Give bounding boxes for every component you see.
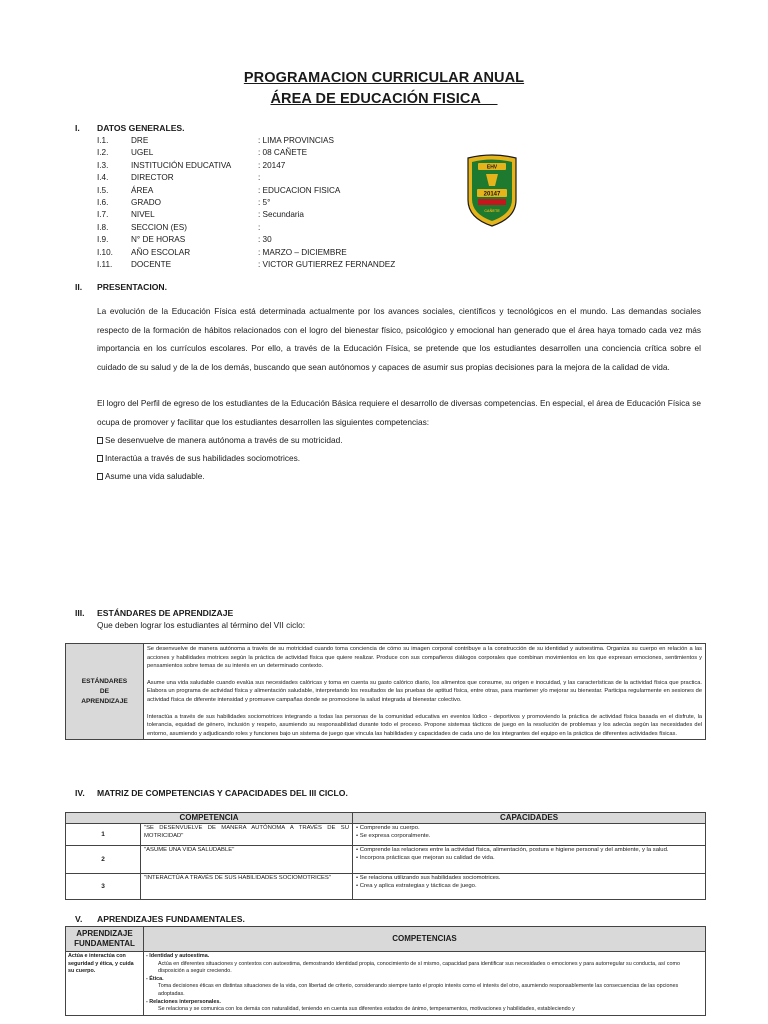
row-number: I.1. bbox=[97, 136, 109, 145]
document-title: PROGRAMACION CURRICULAR ANUAL bbox=[243, 70, 525, 86]
field-value: : 5° bbox=[258, 198, 271, 207]
row-number: I.3. bbox=[97, 160, 109, 170]
capacidades-cell: • Comprende las relaciones entre la actividad física, alimentación, postura e higiene personal y del ambiente, y la salud. • Incorpora prácticas que mejoran su calidad de vida. bbox=[353, 846, 706, 874]
row-number: 1 bbox=[66, 824, 141, 846]
presentacion-paragraph-2: El logro del Perfil de egreso de los estudiantes de la Educación Básica requiere el desarrollo de diversas competencias. En especial, el área de Educación Física se ocupa de promover y facilitar que los estudiantes desarrollen las siguientes competencias: bbox=[97, 398, 701, 427]
matriz-header-row bbox=[66, 813, 706, 824]
capacidades-cell: • Comprende su cuerpo. • Se expresa corporalmente. bbox=[353, 824, 706, 846]
estandar-paragraph: Se desenvuelve de manera autónoma a través de su motricidad cuando toma conciencia de cómo su imagen corporal contribuye a la construcción de su identidad y autoestima. Organiza su cuerpo en relación a las acciones y habilidades motrices según la práctica de actividad física que quiere realizar. Produce con sus compañeros diálogos corporales que combinan movimientos en los que expresan emociones, sentimientos y pensamientos sobre temas de su interés en un determinado contexto. bbox=[147, 646, 702, 670]
competency-bullet: Asume una vida saludable. bbox=[97, 471, 205, 481]
section-presentacion-heading: II. PRESENTACION. bbox=[75, 282, 168, 292]
row-number: 2 bbox=[66, 846, 141, 874]
school-logo bbox=[464, 152, 520, 228]
checkbox-icon bbox=[97, 455, 103, 462]
table-row bbox=[66, 846, 706, 874]
field-value: : bbox=[258, 222, 261, 232]
row-number: I.11. bbox=[97, 260, 113, 269]
row-number: I.8. bbox=[97, 222, 109, 232]
competencia-cell: "ASUME UNA VIDA SALUDABLE" bbox=[141, 846, 353, 874]
section-estandares-heading: III. ESTÁNDARES DE APRENDIZAJE bbox=[75, 608, 234, 618]
field-label: ÁREA bbox=[131, 185, 154, 195]
estandares-subheading: Que deben lograr los estudiantes al término del VII ciclo: bbox=[97, 620, 305, 630]
field-value: : 30 bbox=[258, 235, 272, 245]
logo-number-text: 20147 bbox=[483, 191, 501, 198]
competency-bullet: Se desenvuelve de manera autónoma a través de su motricidad. bbox=[97, 435, 343, 445]
row-number: 3 bbox=[66, 874, 141, 900]
aprendizajes-table bbox=[65, 926, 706, 1016]
table-row bbox=[66, 824, 706, 846]
row-number: I.5. bbox=[97, 185, 109, 195]
competency-bullet: Interactúa a través de sus habilidades sociomotrices. bbox=[97, 453, 300, 463]
competencia-cell: "SE DESENVUELVE DE MANERA AUTÓNOMA A TRAVÉS DE SU MOTRICIDAD" bbox=[141, 824, 353, 846]
aprendizajes-header-row bbox=[66, 927, 706, 952]
list-item: - Relaciones interpersonales. Se relaciona y se comunica con los demás con naturalidad, teniendo en cuenta sus diferentes estados de ánimo, temperamentos, motivaciones y habilidades, estableciendo y bbox=[146, 998, 575, 1013]
field-label: DIRECTOR bbox=[131, 173, 174, 183]
list-item: - Identidad y autoestima. Actúa en diferentes situaciones y contextos con autoestima, demostrando identidad propia, conocimiento de sí mismo, capacidad para identificar sus necesidades o emociones y para autorregular su conducta, así como disposición a seguir creciendo. bbox=[146, 953, 680, 975]
row-number: I.10. bbox=[97, 247, 113, 257]
field-value: : 08 CAÑETE bbox=[258, 148, 308, 158]
col-capacidades-header: CAPACIDADES bbox=[353, 813, 706, 824]
table-row bbox=[66, 952, 706, 1016]
field-value: : LIMA PROVINCIAS bbox=[258, 136, 334, 145]
field-label: DRE bbox=[131, 136, 149, 145]
estandares-table bbox=[65, 643, 706, 740]
row-number: I.2. bbox=[97, 148, 109, 158]
logo-top-text: EHV bbox=[486, 164, 498, 171]
field-value: : Secundaria bbox=[258, 210, 304, 220]
field-value: : MARZO – DICIEMBRE bbox=[258, 247, 347, 257]
competencias-cell bbox=[144, 952, 706, 1016]
section-datos-generales-heading: I. DATOS GENERALES. bbox=[75, 123, 185, 133]
presentacion-paragraph-1: La evolución de la Educación Física está determinada actualmente por los avances sociales, científicos y tecnológicos en el mundo. Las demandas sociales respecto de la formación de hábitos relacionados con el logro del bienestar físico, psicológico y emocional han generado que el área haya tomado cada vez más importancia en los currículos escolares. Por ello, a través de la Educación Física, se pretende que los estudiantes desarrollen una conciencia crítica sobre el cuidado de su salud y de la de los demás, buscando que sean autónomos y capaces de asumir sus propias decisiones para la mejora de la calidad de vida. bbox=[97, 306, 701, 372]
estandar-paragraph: Interactúa a través de sus habilidades sociomotrices integrando a todas las personas de la comunidad educativa en eventos lúdico - deportivos y promoviendo la práctica de actividad física basada en el disfrute, la tolerancia, equidad de género, inclusión y respeto, asumiendo su responsabilidad durante todo el proceso. Propone sistemas tácticos de juego en la resolución de problemas y los adecúa según las necesidades del entorno, asumiendo y adjudicando roles y funciones bajo un sistema de juego que vincula las habilidades y capacidades de cada uno de los integrantes del equipo en la práctica de diferentes actividades físicas. bbox=[147, 713, 702, 737]
row-number: I.9. bbox=[97, 235, 109, 245]
competencia-cell: "INTERACTÚA A TRAVÉS DE SUS HABILIDADES SOCIOMOTRICES" bbox=[141, 874, 353, 900]
field-value: : VICTOR GUTIERREZ FERNANDEZ bbox=[258, 260, 396, 269]
document-subtitle: ÁREA DE EDUCACIÓN FISICA bbox=[270, 91, 481, 107]
field-label: NIVEL bbox=[131, 210, 155, 220]
section-matriz-heading: IV. MATRIZ DE COMPETENCIAS Y CAPACIDADES DEL III CICLO. bbox=[75, 788, 348, 798]
col-aprendizaje-header: APRENDIZAJE FUNDAMENTAL bbox=[66, 927, 144, 952]
aprendizaje-cell: Actúa e interactúa con seguridad y ética, y cuida su cuerpo. bbox=[66, 952, 144, 1016]
col-competencias-header: COMPETENCIAS bbox=[144, 927, 706, 952]
section-aprendizajes-heading: V. APRENDIZAJES FUNDAMENTALES. bbox=[75, 914, 245, 924]
estandares-label-cell: ESTÁNDARES DE APRENDIZAJE bbox=[66, 644, 144, 740]
field-label: AÑO ESCOLAR bbox=[131, 247, 191, 257]
field-label: GRADO bbox=[131, 198, 162, 207]
list-item: - Ética. Toma decisiones éticas en distintas situaciones de la vida, con libertad de criterio, considerando siempre tanto el propio interés como el interés del otro, asumiendo responsablemente las consecuencias de las opciones adoptadas. bbox=[146, 975, 679, 997]
field-value: : 20147 bbox=[258, 160, 286, 170]
row-number: I.4. bbox=[97, 173, 109, 183]
field-label: UGEL bbox=[131, 148, 154, 158]
capacidades-cell: • Se relaciona utilizando sus habilidades sociomotrices. • Crea y aplica estrategias y tácticas de juego. bbox=[353, 874, 706, 900]
checkbox-icon bbox=[97, 437, 103, 444]
row-number: I.6. bbox=[97, 198, 109, 207]
col-competencia-header: COMPETENCIA bbox=[66, 813, 353, 824]
estandares-text-cell bbox=[144, 644, 706, 740]
field-label: SECCION (ES) bbox=[131, 222, 187, 232]
field-value: : bbox=[258, 173, 261, 183]
row-number: I.7. bbox=[97, 210, 109, 220]
field-label: INSTITUCIÓN EDUCATIVA bbox=[131, 160, 232, 170]
checkbox-icon bbox=[97, 473, 103, 480]
field-label: N° DE HORAS bbox=[131, 235, 186, 245]
matriz-table bbox=[65, 812, 706, 900]
table-row bbox=[66, 874, 706, 900]
estandar-paragraph: Asume una vida saludable cuando evalúa sus necesidades calóricas y toma en cuenta su gasto calórico diario, los alimentos que consume, su origen e inocuidad, y las características de la actividad física que practica. Elabora un programa de actividad física y alimentación saludable, interpretando los resultados de las pruebas de aptitud física, entre otras, para mantener y/o mejorar su bienestar. Participa regularmente en sesiones de actividad física de diferente intensidad y promueve campañas donde se promocione la salud integrada al bienestar colectivo. bbox=[147, 679, 702, 703]
field-label: DOCENTE bbox=[131, 260, 172, 269]
field-value: : EDUCACION FISICA bbox=[258, 185, 341, 195]
logo-bottom-text: CAÑETE bbox=[484, 209, 500, 213]
